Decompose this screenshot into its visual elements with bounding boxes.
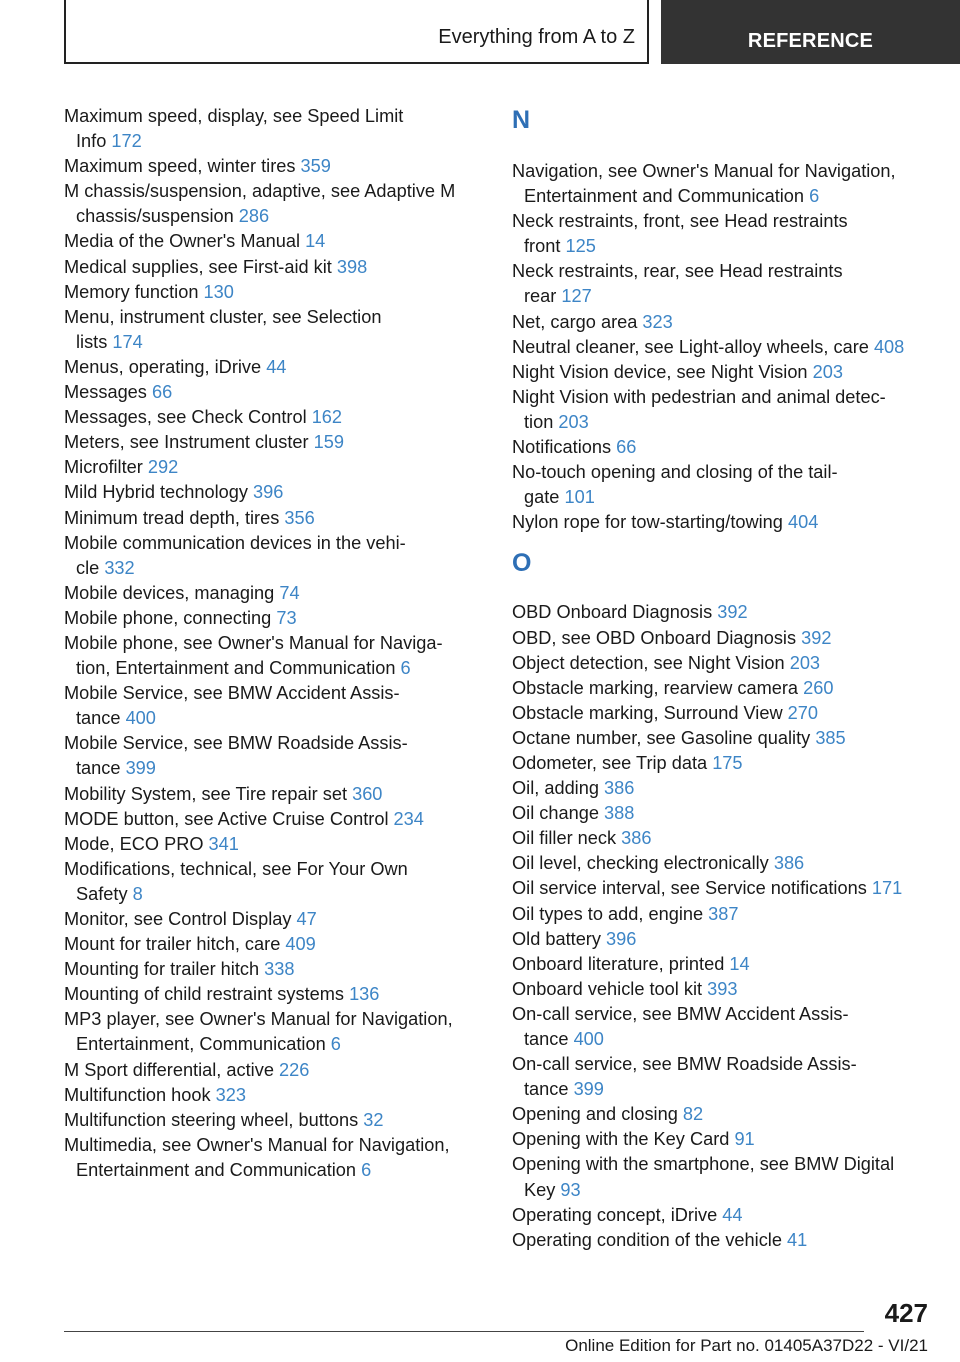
reference-tab[interactable]: REFERENCE — [661, 0, 960, 64]
page-link[interactable]: 93 — [560, 1179, 581, 1200]
page-link[interactable]: 44 — [722, 1204, 743, 1225]
entry-term: Mobility System, see Tire repair set — [64, 783, 348, 804]
entry-term: Opening with the Key Card — [512, 1129, 730, 1150]
page-link[interactable]: 398 — [336, 256, 368, 277]
index-entry — [512, 1152, 932, 1202]
page-link[interactable]: 174 — [112, 331, 143, 352]
entry-term: Oil types to add, engine — [512, 903, 704, 924]
page-link[interactable]: 323 — [215, 1084, 247, 1105]
index-entry — [64, 380, 484, 405]
entry-term: On-call service, see BMW Roadside Assis- — [512, 1054, 857, 1075]
entry-term: Oil, adding — [512, 778, 599, 799]
page-link[interactable]: 399 — [125, 758, 156, 779]
page-link[interactable]: 292 — [147, 457, 179, 478]
entry-term: Night Vision with pedestrian and animal detec- — [512, 386, 886, 407]
index-entry — [512, 776, 932, 801]
index-entry — [64, 1108, 484, 1133]
entry-term: Mount for trailer hitch, care — [64, 934, 281, 955]
index-entry — [64, 807, 484, 832]
entry-term-continued: chassis/suspension — [76, 206, 234, 227]
entry-term: Menus, operating, iDrive — [64, 356, 262, 377]
index-entry — [512, 977, 932, 1002]
index-entry — [64, 631, 484, 681]
entry-term: Messages — [64, 382, 147, 403]
entry-term: Object detection, see Night Vision — [512, 652, 785, 673]
entry-term: Obstacle marking, rearview camera — [512, 677, 799, 698]
index-entry — [64, 104, 484, 154]
page-link[interactable]: 136 — [349, 984, 380, 1005]
entry-term: Maximum speed, display, see Speed Limit — [64, 106, 404, 126]
index-entry — [64, 255, 484, 280]
index-entry — [64, 531, 484, 581]
page-link[interactable]: 359 — [300, 156, 331, 177]
page-link[interactable]: 203 — [812, 361, 843, 382]
page-link[interactable]: 234 — [393, 808, 424, 829]
page-link[interactable]: 41 — [787, 1229, 808, 1250]
page-link[interactable]: 14 — [305, 231, 326, 252]
entry-term: Mobile phone, see Owner's Manual for Naviga- — [64, 632, 443, 653]
index-column-right — [512, 104, 932, 1253]
page-link[interactable]: 130 — [203, 281, 234, 302]
entry-term-continued: cle — [76, 557, 100, 578]
page-link[interactable]: 260 — [803, 677, 834, 698]
footer-edition: Online Edition for Part no. 01405A37D22 - VI/21 — [565, 1336, 928, 1355]
index-entry — [512, 360, 932, 385]
entry-term: Obstacle marking, Surround View — [512, 702, 783, 723]
section-letter-o: O — [512, 549, 532, 578]
page-link[interactable]: 226 — [279, 1059, 310, 1080]
page-link[interactable]: 396 — [606, 928, 637, 949]
entry-term: Media of the Owner's Manual — [64, 231, 300, 252]
entry-term: Mobile Service, see BMW Accident Assis- — [64, 683, 400, 704]
entry-term: Opening with the smartphone, see BMW Digital — [512, 1154, 895, 1175]
entry-term-continued: lists — [76, 331, 108, 352]
page-link[interactable]: 44 — [266, 356, 287, 377]
index-entry — [512, 460, 932, 510]
entry-term: Maximum speed, winter tires — [64, 156, 296, 177]
entry-term-continued: tance — [524, 1079, 569, 1100]
entry-term: Onboard vehicle tool kit — [512, 978, 703, 999]
index-entry — [64, 1083, 484, 1108]
entry-term: Notifications — [512, 437, 612, 458]
page-link[interactable]: 8 — [132, 883, 143, 904]
entry-term-continued: front — [524, 236, 561, 257]
entry-term: Onboard literature, printed — [512, 953, 725, 974]
page-link[interactable]: 270 — [787, 702, 819, 723]
page-link[interactable]: 203 — [789, 652, 821, 673]
index-entry — [64, 229, 484, 254]
page-link[interactable]: 356 — [284, 507, 315, 528]
entry-term: On-call service, see BMW Accident Assis- — [512, 1003, 849, 1024]
entry-term: Mounting for trailer hitch — [64, 959, 260, 980]
entry-term: OBD Onboard Diagnosis — [512, 602, 713, 623]
entry-term: Multifunction hook — [64, 1084, 211, 1105]
index-entry — [512, 626, 932, 651]
entry-term: Neutral cleaner, see Light-alloy wheels, care — [512, 336, 869, 357]
page-link[interactable]: 162 — [311, 407, 343, 428]
entry-term-continued: Key — [524, 1179, 556, 1200]
entry-term-continued: tance — [76, 758, 121, 779]
entry-term-continued: tance — [76, 708, 121, 729]
entry-term: Old battery — [512, 928, 601, 949]
index-entry — [512, 435, 932, 460]
page-link[interactable]: 6 — [361, 1159, 372, 1180]
entry-term-continued: Entertainment, Communication — [76, 1034, 326, 1055]
entry-term-continued: rear — [524, 286, 557, 307]
entry-term-continued: Entertainment and Communication — [76, 1159, 357, 1180]
index-entry — [512, 701, 932, 726]
index-entry — [64, 982, 484, 1007]
entry-term: Navigation, see Owner's Manual for Navigation, — [512, 161, 896, 181]
entry-term-continued: tion — [524, 411, 554, 432]
index-entry — [64, 681, 484, 731]
index-entry — [512, 1228, 932, 1253]
entry-term: Nylon rope for tow-starting/towing — [512, 512, 783, 533]
index-entry — [64, 480, 484, 505]
page-link[interactable]: 388 — [604, 803, 635, 824]
index-entry — [512, 1102, 932, 1127]
index-entry — [512, 335, 932, 360]
index-entry — [512, 902, 932, 927]
page-link[interactable]: 386 — [621, 828, 652, 849]
entry-term-continued: Entertainment and Communication — [524, 186, 805, 207]
index-entry — [512, 600, 932, 625]
index-entry — [64, 606, 484, 631]
index-entry — [512, 851, 932, 876]
index-entry — [64, 1007, 484, 1057]
index-entry — [512, 676, 932, 701]
page-link[interactable]: 66 — [616, 437, 637, 458]
entry-term: Mode, ECO PRO — [64, 833, 204, 854]
footer-divider — [64, 1331, 864, 1332]
entry-term: Meters, see Instrument cluster — [64, 432, 309, 453]
page-link[interactable]: 404 — [787, 512, 819, 533]
page-link[interactable]: 409 — [285, 934, 316, 955]
entry-term: Minimum tread depth, tires — [64, 507, 280, 528]
entry-term: Mounting of child restraint systems — [64, 984, 344, 1005]
index-entry — [64, 857, 484, 907]
page-link[interactable]: 125 — [565, 236, 596, 257]
entry-term: Oil filler neck — [512, 828, 617, 849]
index-entry — [512, 927, 932, 952]
entry-term: Monitor, see Control Display — [64, 909, 292, 929]
page-link[interactable]: 399 — [573, 1079, 604, 1100]
page-link[interactable]: 91 — [734, 1129, 755, 1150]
index-entry — [512, 310, 932, 335]
page-link[interactable]: 286 — [238, 206, 270, 227]
entry-term: Multifunction steering wheel, buttons — [64, 1109, 359, 1130]
index-entry — [64, 782, 484, 807]
page-link[interactable]: 338 — [264, 959, 295, 980]
entry-term-continued: Info — [76, 131, 107, 152]
page-link[interactable]: 82 — [682, 1104, 704, 1125]
entry-term: Mobile phone, connecting — [64, 607, 272, 628]
entry-term: Net, cargo area — [512, 311, 638, 332]
entry-term: Messages, see Check Control — [64, 407, 307, 428]
entry-term: Neck restraints, front, see Head restraints — [512, 211, 848, 232]
index-entry — [64, 506, 484, 531]
page-link[interactable]: 159 — [313, 432, 345, 453]
entry-term: M chassis/suspension, adaptive, see Adaptive M — [64, 181, 456, 202]
index-entry — [64, 731, 484, 781]
entry-term: Odometer, see Trip data — [512, 752, 708, 773]
page-link[interactable]: 332 — [104, 557, 135, 578]
page-link[interactable]: 172 — [111, 131, 142, 152]
index-entry — [64, 179, 484, 229]
index-entry — [512, 751, 932, 776]
entry-term: Multimedia, see Owner's Manual for Navigation, — [64, 1134, 450, 1155]
page-link[interactable]: 393 — [707, 978, 738, 999]
entry-term: Medical supplies, see First-aid kit — [64, 256, 332, 277]
entry-term-continued: Safety — [76, 883, 128, 904]
entry-term: Mobile devices, managing — [64, 582, 275, 603]
index-entry — [64, 405, 484, 430]
index-entry — [64, 355, 484, 380]
section-letter-n: N — [512, 106, 531, 134]
entry-term: Operating concept, iDrive — [512, 1204, 718, 1225]
entry-term: Octane number, see Gasoline quality — [512, 727, 811, 748]
index-entry — [64, 1133, 484, 1183]
index-entry — [64, 907, 484, 932]
index-entry — [512, 826, 932, 851]
index-entry — [512, 510, 932, 535]
page-link[interactable]: 6 — [809, 186, 820, 207]
entry-term: Menu, instrument cluster, see Selection — [64, 306, 382, 327]
page-link[interactable]: 392 — [801, 627, 832, 648]
index-entry — [64, 832, 484, 857]
index-entry — [64, 1058, 484, 1083]
page-link[interactable]: 360 — [352, 783, 383, 804]
page-link[interactable]: 392 — [717, 602, 748, 623]
index-entry — [512, 1052, 932, 1102]
index-entry — [512, 385, 932, 435]
page-link[interactable]: 341 — [208, 833, 239, 854]
entry-term: Mild Hybrid technology — [64, 482, 248, 503]
section-o-entries — [512, 600, 932, 1252]
entry-term: M Sport differential, active — [64, 1059, 274, 1080]
page-link[interactable]: 400 — [573, 1029, 604, 1049]
index-entry — [512, 1203, 932, 1228]
index-entry — [64, 957, 484, 982]
index-entry — [64, 280, 484, 305]
index-entry — [64, 455, 484, 480]
page-link[interactable]: 408 — [873, 336, 905, 357]
index-entry — [64, 154, 484, 179]
page-link[interactable]: 6 — [400, 658, 411, 679]
page-link[interactable]: 400 — [125, 708, 156, 729]
index-column-left — [64, 104, 484, 1183]
entry-term-continued: tion, Entertainment and Communication — [76, 658, 396, 679]
page-link[interactable]: 386 — [604, 778, 635, 799]
index-entry — [512, 876, 932, 901]
entry-term: MODE button, see Active Cruise Control — [64, 808, 389, 829]
page-link[interactable]: 74 — [279, 582, 300, 603]
entry-term: Operating condition of the vehicle — [512, 1229, 782, 1250]
entry-term: No-touch opening and closing of the tail- — [512, 462, 838, 483]
page-link[interactable]: 386 — [773, 853, 805, 874]
index-entry — [64, 932, 484, 957]
page-link[interactable]: 73 — [276, 607, 297, 628]
index-entry — [64, 581, 484, 606]
index-entry — [512, 259, 932, 309]
page-link[interactable]: 385 — [815, 727, 846, 748]
entry-term: Oil change — [512, 803, 599, 824]
index-entry — [512, 1002, 932, 1052]
entry-term-continued: gate — [524, 487, 560, 508]
index-entry — [512, 726, 932, 751]
page-link[interactable]: 14 — [729, 953, 750, 974]
page-number: 427 — [884, 1298, 928, 1328]
page-link[interactable]: 171 — [871, 878, 903, 899]
page-link[interactable]: 387 — [708, 903, 739, 924]
entry-term: Microfilter — [64, 457, 143, 478]
index-entry — [512, 952, 932, 977]
entry-term: Mobile communication devices in the vehi- — [64, 532, 406, 553]
entry-term: Oil level, checking electronically — [512, 853, 769, 874]
entry-term: Memory function — [64, 281, 199, 302]
entry-term: Mobile Service, see BMW Roadside Assis- — [64, 733, 408, 754]
page-link[interactable]: 175 — [712, 752, 743, 773]
entry-term: OBD, see OBD Onboard Diagnosis — [512, 627, 797, 648]
entry-term: Night Vision device, see Night Vision — [512, 361, 808, 382]
index-entry — [512, 651, 932, 676]
page-link[interactable]: 32 — [363, 1109, 384, 1130]
page-link[interactable]: 396 — [253, 482, 284, 503]
entry-term-continued: tance — [524, 1029, 569, 1049]
section-title: Everything from A to Z — [438, 26, 635, 48]
page-link[interactable]: 101 — [564, 487, 595, 508]
index-entry — [512, 801, 932, 826]
page-link[interactable]: 47 — [296, 909, 317, 929]
page-link[interactable]: 323 — [642, 311, 673, 332]
entry-term: Opening and closing — [512, 1104, 678, 1125]
index-entry — [64, 305, 484, 355]
index-entry — [512, 159, 932, 209]
entry-term: Oil service interval, see Service notifications — [512, 878, 867, 899]
index-entry — [512, 209, 932, 259]
index-entry — [64, 430, 484, 455]
page-link[interactable]: 203 — [558, 411, 589, 432]
entry-term: MP3 player, see Owner's Manual for Navigation, — [64, 1009, 453, 1030]
entry-term: Modifications, technical, see For Your Own — [64, 858, 408, 879]
page-link[interactable]: 66 — [151, 382, 173, 403]
entry-term: Neck restraints, rear, see Head restraints — [512, 261, 843, 282]
section-n-entries — [512, 159, 932, 535]
page-link[interactable]: 127 — [561, 286, 592, 307]
page-link[interactable]: 6 — [330, 1034, 341, 1055]
index-entry — [512, 1127, 932, 1152]
